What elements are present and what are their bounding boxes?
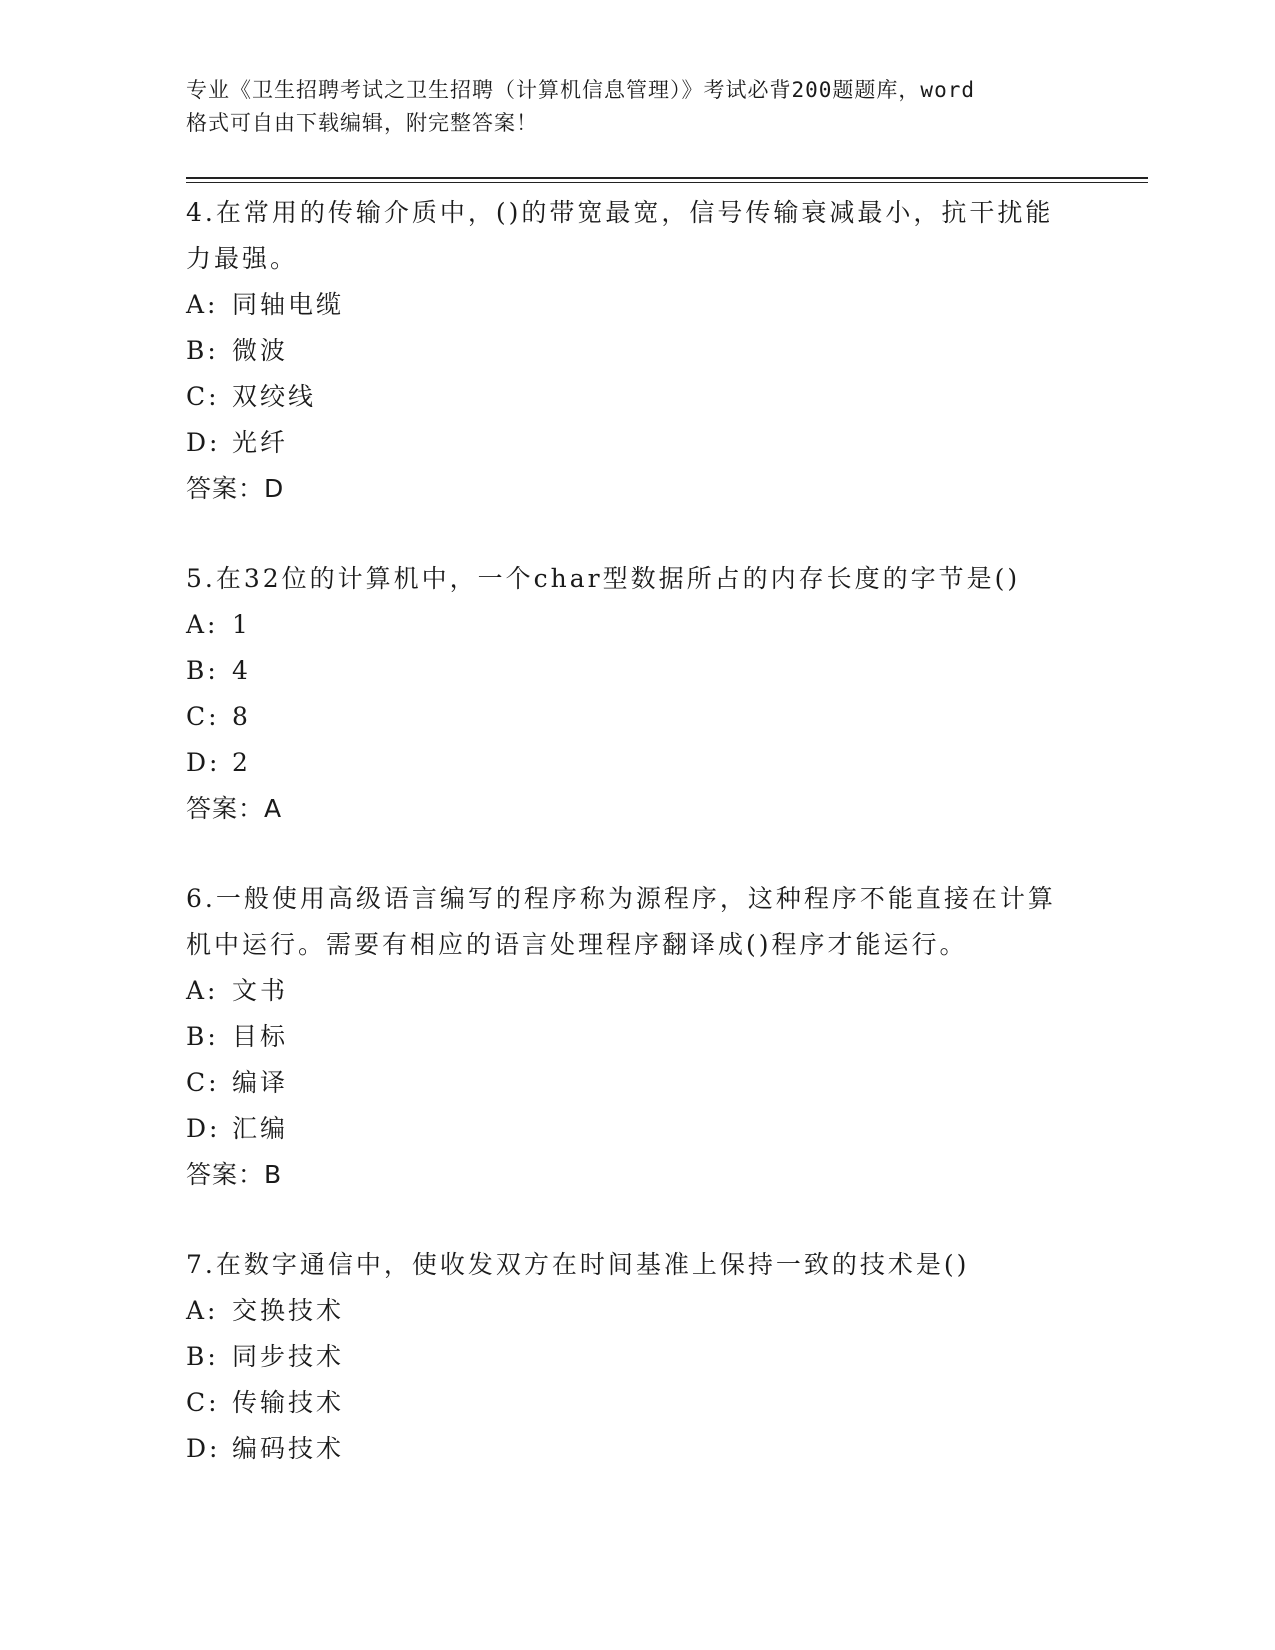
option-d bbox=[186, 1106, 1146, 1152]
header-line-1: 专业《卫生招聘考试之卫生招聘（计算机信息管理）》考试必背200题题库，word bbox=[186, 78, 975, 102]
option-text: 1 bbox=[232, 610, 251, 639]
option-key: B: bbox=[186, 336, 219, 365]
answer-line: 答案：B bbox=[186, 1160, 283, 1189]
option-text: 目标 bbox=[232, 1022, 289, 1051]
question-6 bbox=[186, 876, 1146, 1198]
option-key: A: bbox=[186, 1296, 219, 1325]
option-text: 同轴电缆 bbox=[232, 290, 345, 319]
question-stem: 7.在数字通信中，使收发双方在时间基准上保持一致的技术是() bbox=[186, 1250, 970, 1279]
question-stem: 4.在常用的传输介质中，()的带宽最宽，信号传输衰减最小，抗干扰能力最强。 bbox=[186, 198, 1054, 273]
option-c bbox=[186, 694, 1146, 740]
answer-line: 答案：A bbox=[186, 794, 283, 823]
question-5 bbox=[186, 556, 1146, 832]
question-stem: 5.在32位的计算机中，一个char型数据所占的内存长度的字节是() bbox=[186, 564, 1021, 593]
option-key: A: bbox=[186, 290, 219, 319]
option-key: C: bbox=[186, 1068, 220, 1097]
option-text: 双绞线 bbox=[232, 382, 317, 411]
option-a bbox=[186, 602, 1146, 648]
answer-line: 答案：D bbox=[186, 474, 285, 503]
question-spacer bbox=[186, 1198, 1146, 1242]
option-key: C: bbox=[186, 1388, 220, 1417]
option-key: A: bbox=[186, 610, 219, 639]
option-a bbox=[186, 282, 1146, 328]
option-key: B: bbox=[186, 1022, 219, 1051]
option-text: 微波 bbox=[232, 336, 289, 365]
question-4 bbox=[186, 190, 1146, 512]
option-key: B: bbox=[186, 656, 219, 685]
option-a bbox=[186, 968, 1146, 1014]
option-key: C: bbox=[186, 382, 220, 411]
option-c bbox=[186, 374, 1146, 420]
option-text: 传输技术 bbox=[232, 1388, 345, 1417]
option-key: B: bbox=[186, 1342, 219, 1371]
option-text: 同步技术 bbox=[232, 1342, 345, 1371]
option-a bbox=[186, 1288, 1146, 1334]
question-spacer bbox=[186, 512, 1146, 556]
option-key: A: bbox=[186, 976, 219, 1005]
option-text: 4 bbox=[232, 656, 251, 685]
option-b bbox=[186, 328, 1146, 374]
option-key: C: bbox=[186, 702, 220, 731]
header-line-2: 格式可自由下载编辑，附完整答案！ bbox=[186, 111, 538, 135]
document-header bbox=[186, 74, 1086, 140]
question-stem: 6.一般使用高级语言编写的程序称为源程序，这种程序不能直接在计算机中运行。需要有相应的语言处理程序翻译成()程序才能运行。 bbox=[186, 884, 1056, 959]
option-text: 编译 bbox=[232, 1068, 289, 1097]
option-c bbox=[186, 1380, 1146, 1426]
option-text: 编码技术 bbox=[232, 1434, 345, 1463]
option-c bbox=[186, 1060, 1146, 1106]
option-d bbox=[186, 740, 1146, 786]
question-7 bbox=[186, 1242, 1146, 1472]
option-b bbox=[186, 1334, 1146, 1380]
option-key: D: bbox=[186, 1434, 221, 1463]
header-divider-thin bbox=[186, 182, 1148, 183]
option-text: 光纤 bbox=[232, 428, 289, 457]
option-key: D: bbox=[186, 748, 221, 777]
option-text: 交换技术 bbox=[232, 1296, 345, 1325]
header-divider-thick bbox=[186, 177, 1148, 179]
question-spacer bbox=[186, 832, 1146, 876]
option-b bbox=[186, 1014, 1146, 1060]
option-text: 8 bbox=[232, 702, 251, 731]
option-text: 汇编 bbox=[232, 1114, 289, 1143]
option-d bbox=[186, 420, 1146, 466]
option-text: 2 bbox=[232, 748, 251, 777]
option-key: D: bbox=[186, 1114, 221, 1143]
option-d bbox=[186, 1426, 1146, 1472]
question-list bbox=[186, 190, 1146, 1472]
option-text: 文书 bbox=[232, 976, 289, 1005]
option-b bbox=[186, 648, 1146, 694]
option-key: D: bbox=[186, 428, 221, 457]
